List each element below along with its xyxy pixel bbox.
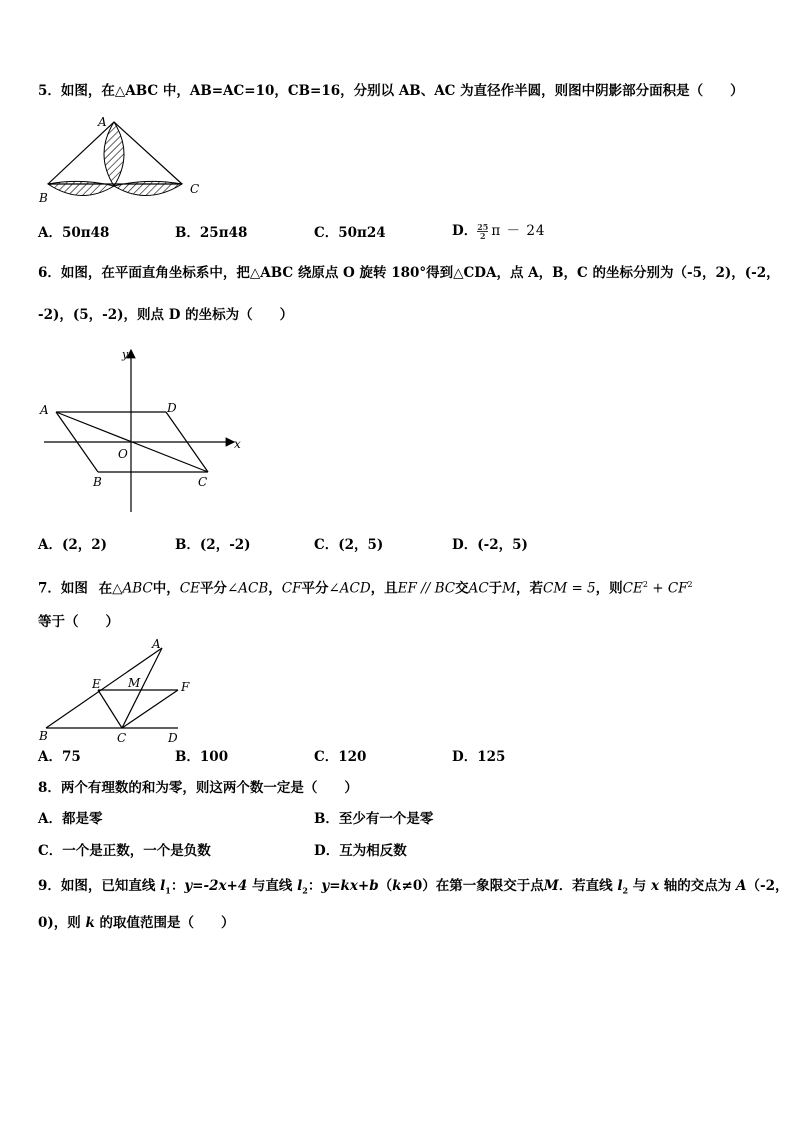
q8-option-d[interactable]: D．互为相反数 xyxy=(314,843,407,859)
q8-option-b[interactable]: B．至少有一个是零 xyxy=(314,811,434,827)
q6-label-y: y xyxy=(122,348,129,361)
q5-stem: 5．如图，在△ABC 中，AB=AC=10，CB=16，分别以 AB、AC 为直径作半圆，则图中阴影部分面积是（ ） xyxy=(38,83,744,99)
q6-label-b: B xyxy=(93,475,102,489)
q7-label-c: C xyxy=(117,731,127,745)
q9-stem-line1: 9．如图，已知直线 $l_1$：y=-2x+4 与直线 $l_2$：y=kx+b（k≠0）在第一象限交于点M．若直线 $l_2$ 与 x 轴的交点为 A（-2， xyxy=(38,878,789,896)
q8-option-c[interactable]: C．一个是正数，一个是负数 xyxy=(38,843,211,859)
q6-label-d: D xyxy=(167,401,177,415)
q5-option-d-label: D． xyxy=(452,223,478,239)
q6-label-a: A xyxy=(40,403,49,417)
q5-option-d[interactable] xyxy=(452,222,546,240)
q7-label-b: B xyxy=(39,729,48,743)
q7-label-f: F xyxy=(181,680,190,694)
q6-label-c: C xyxy=(198,475,208,489)
q5-figure xyxy=(36,114,206,209)
q6-figure xyxy=(36,344,246,514)
q6-label-o: O xyxy=(118,447,128,461)
q6-option-a[interactable]: A．(2，2) xyxy=(38,537,108,553)
q5-label-b: B xyxy=(39,191,48,205)
q5-option-c[interactable]: C．50π24 xyxy=(314,225,386,241)
q7-option-d[interactable]: D．125 xyxy=(452,749,506,765)
q8-option-a[interactable]: A．都是零 xyxy=(38,811,103,827)
q5-option-d-rest: π － 24 xyxy=(491,223,546,239)
q5-label-c: C xyxy=(190,182,200,196)
q7-label-m: M xyxy=(128,676,141,690)
q7-figure xyxy=(36,636,206,746)
q7-option-b[interactable]: B．100 xyxy=(175,749,229,765)
q9-stem-line2: 0)，则 k 的取值范围是（ ） xyxy=(38,915,235,931)
q6-label-x: x xyxy=(234,437,241,451)
q6-stem-line1: 6．如图，在平面直角坐标系中，把△ABC 绕原点 O 旋转 180°得到△CDA，点 A，B，C 的坐标分别为（-5，2)，(-2， xyxy=(38,265,780,281)
q7-label-e: E xyxy=(92,677,101,691)
q5-label-a: A xyxy=(98,115,107,129)
q7-option-a[interactable]: A．75 xyxy=(38,749,81,765)
q7-stem-line1: 7．如图 在△ABC中，CE平分∠ACB，CF平分∠ACD，且EF // BC交AC于M，若CM = 5，则$CE^2 + CF^2$ xyxy=(38,580,693,597)
q5-option-b[interactable]: B．25π48 xyxy=(175,225,248,241)
q6-option-c[interactable]: C．(2，5) xyxy=(314,537,384,553)
q6-option-d[interactable]: D．(-2，5) xyxy=(452,537,528,553)
q6-option-b[interactable]: B．(2，-2) xyxy=(175,537,251,553)
q7-label-d: D xyxy=(168,731,178,745)
q7-option-c[interactable]: C．120 xyxy=(314,749,367,765)
q5-option-a[interactable]: A．50π48 xyxy=(38,225,110,241)
q6-stem-line2: -2)，(5，-2)，则点 D 的坐标为（ ） xyxy=(38,307,294,323)
q7-stem-line2: 等于（ ） xyxy=(38,614,119,630)
q5-option-d-fraction: $\frac{25}{2}$ xyxy=(477,222,489,241)
q8-stem: 8．两个有理数的和为零，则这两个数一定是（ ） xyxy=(38,780,358,796)
q7-label-a: A xyxy=(152,637,161,651)
